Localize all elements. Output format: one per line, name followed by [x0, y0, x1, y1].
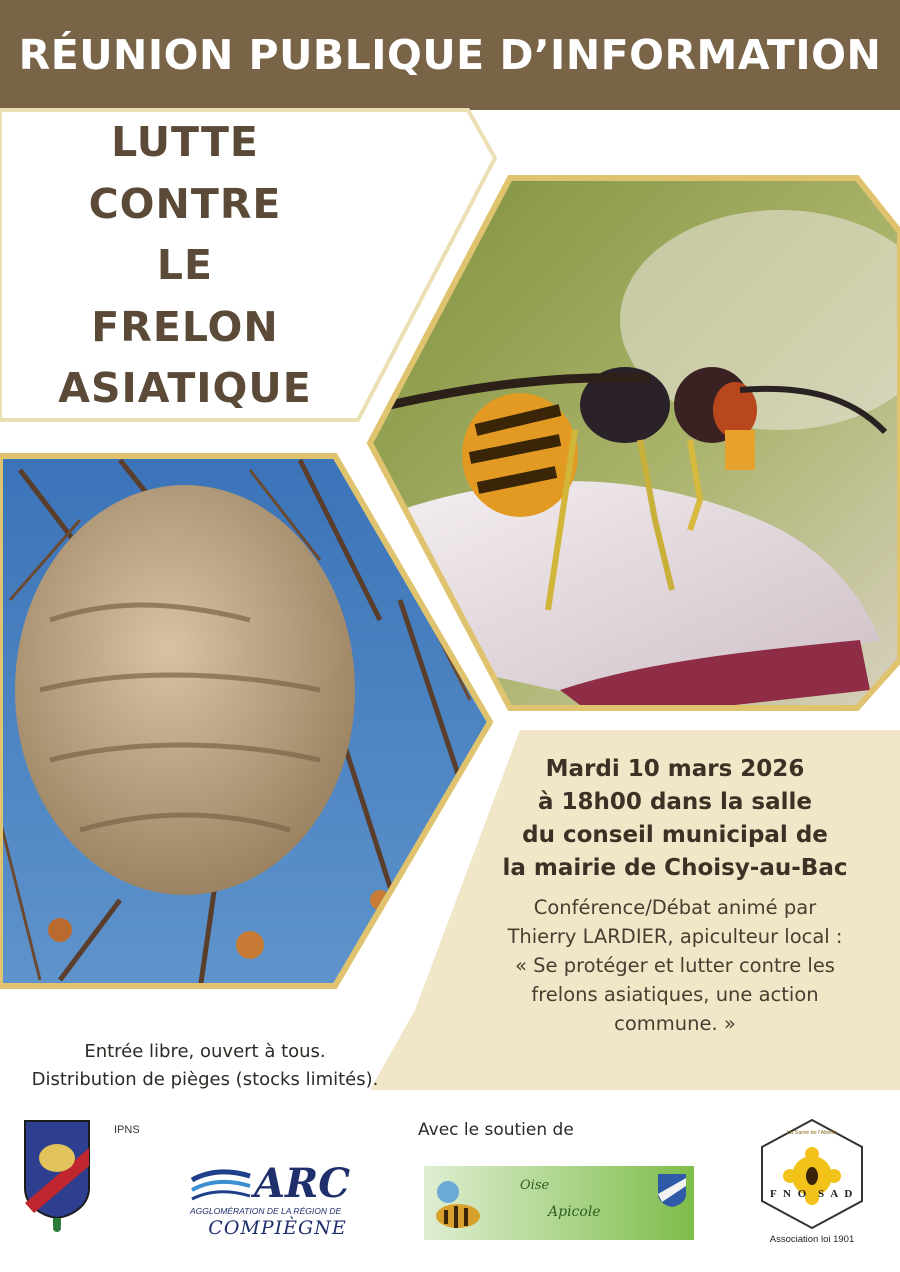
event-time: à 18h00 dans la salle: [538, 789, 812, 815]
access-info: [0, 1038, 410, 1094]
arc-city: COMPIÈGNE: [208, 1217, 347, 1239]
fnosad-logo: [758, 1118, 866, 1248]
fnosad-association: Association loi 1901: [769, 1234, 855, 1245]
headline-line-5: ASIATIQUE: [58, 364, 312, 412]
arc-logo: [190, 1162, 365, 1242]
apicole-text: Apicole: [548, 1204, 601, 1220]
headline-line-3: LE: [156, 241, 214, 289]
choisy-coat-of-arms-logo: [22, 1118, 92, 1233]
headline-line-4: FRELON: [91, 303, 279, 351]
event-desc-3: « Se protéger et lutter contre les: [515, 954, 835, 977]
event-place-1: du conseil municipal de: [522, 822, 828, 848]
event-desc-1: Conférence/Débat animé par: [533, 896, 817, 919]
headline-line-1: LUTTE: [111, 118, 259, 166]
headline-line-2: CONTRE: [88, 180, 282, 228]
arc-wave-icon: [190, 1168, 252, 1202]
oise-apicole-logo: [424, 1166, 694, 1240]
access-line-2: Distribution de pièges (stocks limités).: [31, 1069, 379, 1090]
event-details: [440, 753, 900, 1038]
support-label: Avec le soutien de: [418, 1120, 574, 1140]
event-place-2: la mairie de Choisy-au-Bac: [502, 855, 848, 881]
fnosad-top-text: La Santé de l'Abeille: [787, 1130, 837, 1136]
event-date: Mardi 10 mars 2026: [545, 756, 805, 782]
event-desc-4: frelons asiatiques, une action: [531, 983, 819, 1006]
access-line-1: Entrée libre, ouvert à tous.: [84, 1041, 326, 1062]
arc-subtitle: AGGLOMÉRATION DE LA RÉGION DE: [190, 1206, 342, 1216]
oise-shield-icon: [656, 1172, 688, 1208]
event-desc-5: commune. »: [614, 1012, 736, 1035]
oise-text: Oise: [520, 1178, 550, 1193]
fnosad-left-letters: F N O: [770, 1188, 809, 1200]
bee-icon: [428, 1178, 484, 1234]
header-title: RÉUNION PUBLIQUE D’INFORMATION: [18, 31, 882, 79]
fnosad-right-letters: S A D: [818, 1188, 855, 1200]
ipns-label: IPNS: [114, 1124, 140, 1136]
arc-name: ARC: [254, 1160, 351, 1207]
event-desc-2: Thierry LARDIER, apiculteur local :: [507, 925, 843, 948]
